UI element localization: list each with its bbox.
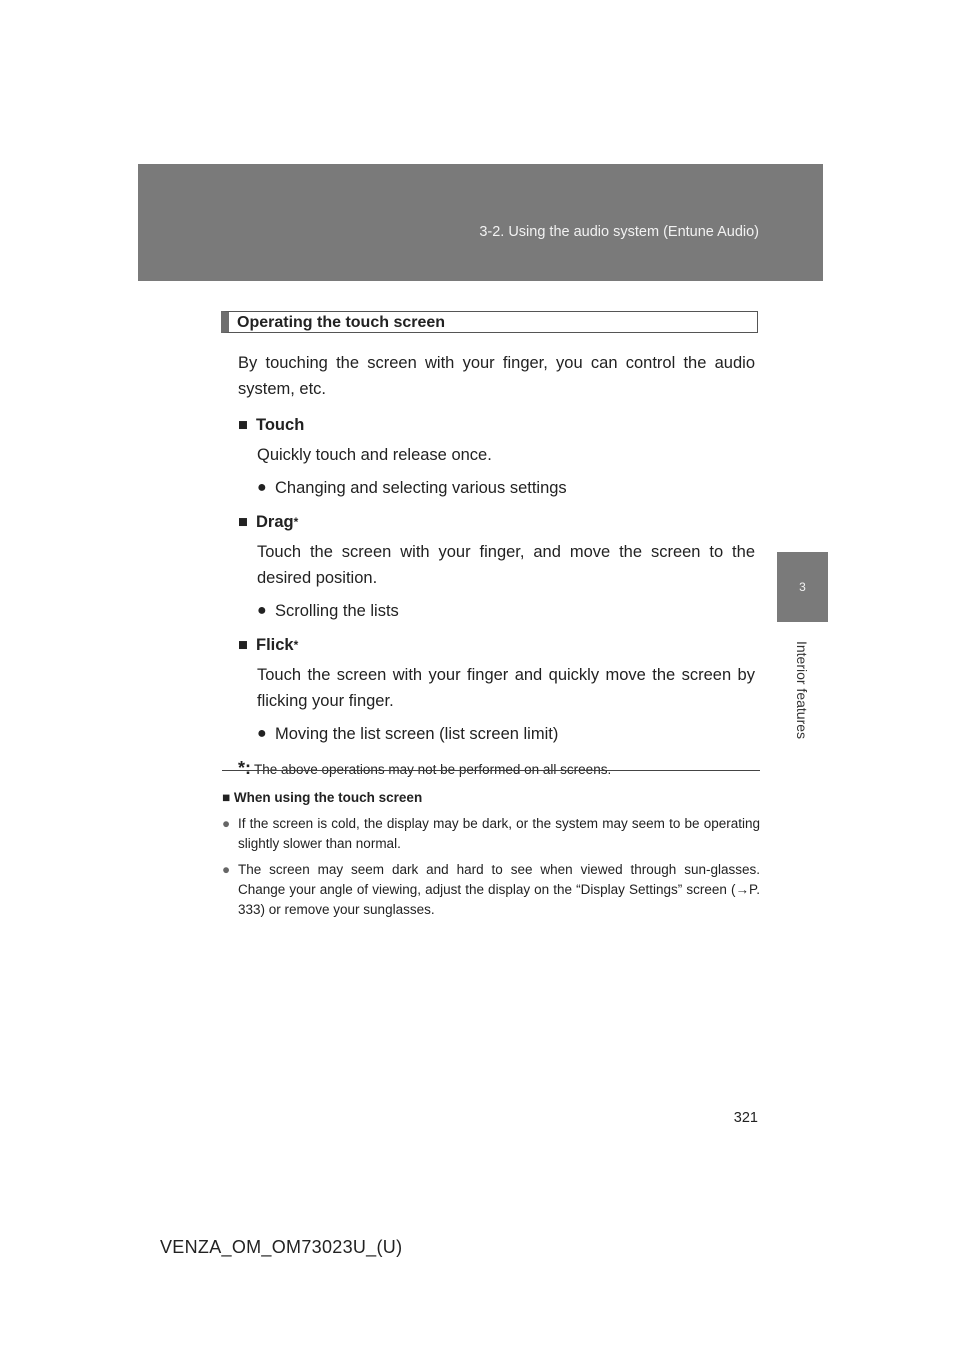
footnote-text: The above operations may not be performed on all screens. (254, 762, 612, 777)
document-code: VENZA_OM_OM73023U_(U) (160, 1237, 403, 1257)
operation-example (257, 598, 755, 624)
main-content (238, 350, 755, 783)
square-bullet-icon: ■ (238, 416, 248, 434)
note-heading (222, 788, 760, 808)
square-bullet-icon: ■ (222, 790, 231, 805)
operation-description: Touch the screen with your finger, and move the screen to the desired position. (257, 543, 755, 587)
operation-label: Drag (256, 513, 294, 531)
page-number: 321 (733, 1110, 758, 1126)
operation-heading (238, 509, 755, 535)
operation-label: Flick (256, 636, 294, 654)
section-title: Operating the touch screen (237, 314, 446, 331)
circle-bullet-icon: ● (222, 862, 231, 877)
chapter-header-band (138, 164, 823, 281)
section-divider (222, 770, 760, 771)
operation-heading (238, 632, 755, 658)
operation-description: Quickly touch and release once. (257, 446, 492, 464)
section-intro: By touching the screen with your finger, you can control the audio system, etc. (238, 354, 755, 398)
operation-heading (238, 412, 755, 438)
operation-item-flick (238, 632, 755, 747)
circle-bullet-icon: ● (222, 816, 231, 831)
operation-example (257, 475, 755, 501)
note-item (222, 814, 760, 854)
operation-label: Touch (256, 416, 305, 434)
circle-bullet-icon: ● (257, 479, 267, 496)
chapter-tab (777, 552, 828, 622)
operation-description: Touch the screen with your finger and quickly move the screen by flicking your finger. (257, 666, 755, 710)
operation-example-text: Changing and selecting various settings (275, 479, 567, 497)
footnote-marker: *: (238, 758, 251, 778)
section-header-box (221, 311, 758, 333)
circle-bullet-icon: ● (257, 725, 267, 742)
operation-item-drag (238, 509, 755, 624)
footnote (238, 755, 755, 783)
operation-example-text: Moving the list screen (list screen limit) (275, 725, 559, 743)
note-title: When using the touch screen (233, 790, 423, 805)
operation-example (257, 721, 755, 747)
chapter-tab-number: 3 (799, 580, 806, 594)
chapter-section-title: 3-2. Using the audio system (Entune Audio) (479, 224, 759, 240)
note-block (222, 788, 760, 926)
asterisk-mark: * (293, 638, 299, 652)
asterisk-mark: * (293, 515, 299, 529)
operation-item-touch (238, 412, 755, 501)
square-bullet-icon: ■ (238, 636, 248, 654)
chapter-tab-label: Interior features (794, 640, 810, 740)
operation-example-text: Scrolling the lists (275, 602, 399, 620)
circle-bullet-icon: ● (257, 602, 267, 619)
note-item-text: If the screen is cold, the display may be dark, or the system may seem to be operating slightly slower than normal. (238, 816, 760, 851)
square-bullet-icon: ■ (238, 513, 248, 531)
note-item (222, 860, 760, 920)
note-item-text: The screen may seem dark and hard to see when viewed through sun-glasses. Change your angle of viewing, adjust the display on the “Display Settings” screen (→P. 333) or remove your sunglasses. (238, 862, 760, 917)
